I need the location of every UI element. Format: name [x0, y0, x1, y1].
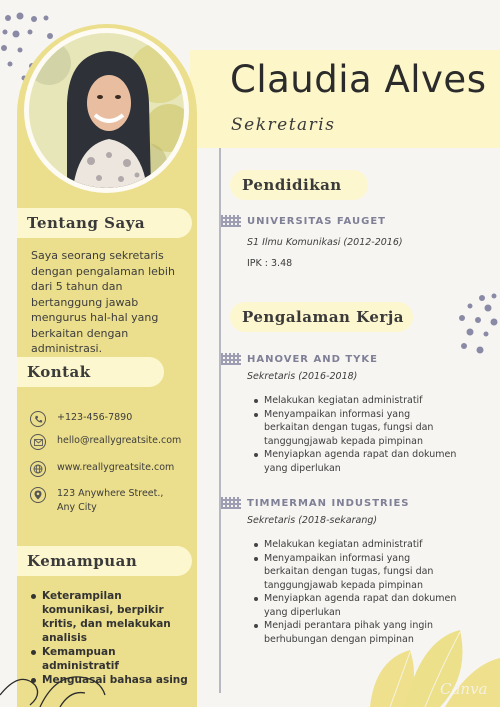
watermark: Canva — [440, 680, 488, 698]
task-item: Menyiapkan agenda rapat dan dokumen yang diperlukan — [253, 448, 458, 475]
contact-heading — [17, 357, 164, 387]
contact-email — [30, 434, 182, 450]
job-company: TIMMERMAN INDUSTRIES — [247, 498, 410, 509]
skill-item: Keterampilan komunikasi, berpikir kritis, dan melakukan analisis — [30, 589, 195, 645]
skills-title: Kemampuan — [27, 552, 138, 570]
job-company: HANOVER AND TYKE — [247, 354, 378, 365]
task-item: Menyampaikan informasi yang berkaitan dengan tugas, fungsi dan tanggungjawab kepada pimpinan — [253, 552, 458, 593]
timeline-line — [219, 148, 221, 693]
contact-email-text: hello@reallygreatsite.com — [57, 435, 182, 446]
contact-title: Kontak — [27, 363, 91, 381]
line-doodle — [0, 655, 110, 707]
task-item: Melakukan kegiatan administratif — [253, 538, 458, 552]
location-icon — [30, 487, 46, 503]
grid-marker-icon — [221, 353, 241, 365]
skill-item: Menguasai bahasa asing — [30, 673, 195, 687]
contact-address — [30, 487, 182, 515]
about-title: Tentang Saya — [27, 214, 146, 232]
phone-icon — [30, 411, 46, 427]
task-item: Melakukan kegiatan administratif — [253, 394, 458, 408]
contact-website — [30, 461, 182, 477]
profile-photo — [29, 33, 184, 188]
education-title: Pendidikan — [242, 176, 342, 194]
task-item: Menyampaikan informasi yang berkaitan dengan tugas, fungsi dan tanggungjawab kepada pimpinan — [253, 408, 458, 449]
job-position: Sekretaris (2016-2018) — [247, 371, 358, 382]
education-heading — [230, 170, 368, 200]
candidate-role: Sekretaris — [231, 115, 336, 135]
education-degree: S1 Ilmu Komunikasi (2012-2016) — [247, 237, 403, 248]
task-item: Menyiapkan agenda rapat dan dokumen yang diperlukan — [253, 592, 458, 619]
about-text: Saya seorang sekretaris dengan pengalaman lebih dari 5 tahun dan bertanggung jawab mengurus hal-hal yang berkaitan dengan administrasi. — [31, 249, 175, 355]
globe-icon — [30, 461, 46, 477]
experience-title: Pengalaman Kerja — [242, 308, 404, 326]
education-gpa: IPK : 3.48 — [247, 258, 293, 269]
skills-heading — [17, 546, 192, 576]
skill-item: Kemampuan administratif — [30, 645, 195, 673]
contact-address-text: 123 Anywhere Street., Any City — [57, 488, 164, 513]
education-school: UNIVERSITAS FAUGET — [247, 216, 386, 227]
about-heading — [17, 208, 192, 238]
grid-marker-icon — [221, 215, 241, 227]
candidate-name: Claudia Alves — [230, 58, 487, 101]
email-icon — [30, 434, 46, 450]
job-position: Sekretaris (2018-sekarang) — [247, 515, 378, 526]
job-tasks — [253, 394, 458, 475]
experience-heading — [230, 302, 413, 332]
contact-phone-text: +123-456-7890 — [57, 412, 133, 423]
task-item: Menjadi perantara pihak yang ingin berhubungan dengan pimpinan — [253, 619, 458, 646]
decorative-dots — [458, 292, 500, 362]
grid-marker-icon — [221, 497, 241, 509]
contact-phone — [30, 411, 182, 427]
contact-website-text: www.reallygreatsite.com — [57, 462, 175, 473]
